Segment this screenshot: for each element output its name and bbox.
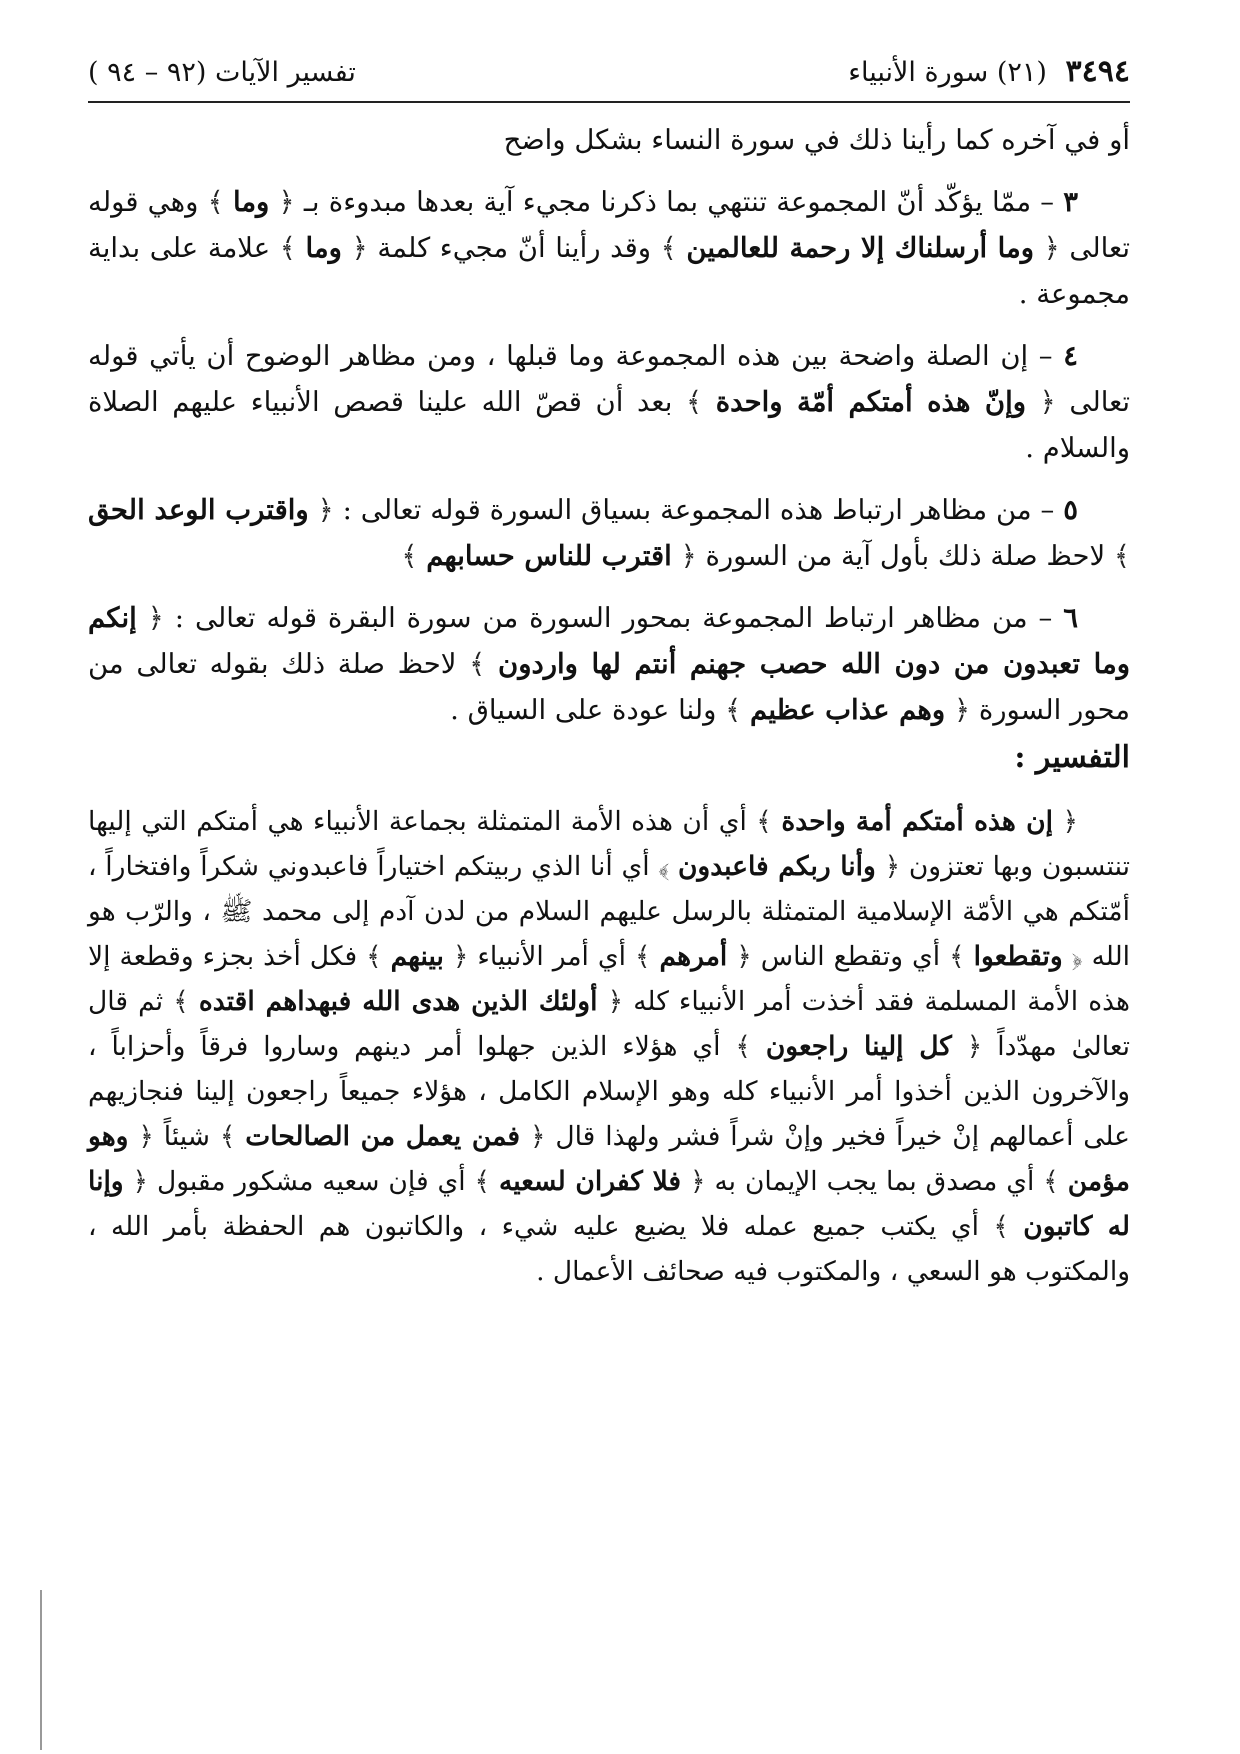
ornate-bracket-open-icon: ﴿ (736, 941, 752, 972)
ornate-bracket-close-icon: ﴾ (366, 941, 382, 972)
ornate-bracket-close-icon: ﴾ (207, 186, 224, 218)
tafsir-heading: التفسير : (1014, 740, 1130, 775)
quran-quote: وهو مؤمن (88, 1121, 1130, 1197)
quran-quote: وإنّ هذه أمتكم أمّة واحدة (715, 386, 1027, 418)
ornate-bracket-close-icon: ﴾ (660, 232, 677, 264)
ornate-bracket-close-icon: ﴾ (756, 806, 772, 837)
section-title: تفسير الآيات (٩٢ – ٩٤ ) (88, 57, 356, 88)
paragraph-6: ٦ – من مظاهر ارتباط المجموعة بمحور السورة من سورة البقرة قوله تعالى : ﴿ إنكم وما تعبدون من دون الله حصب جهنم أنتم لها واردون ﴾ لاحظ صلة ذلك بقوله تعالى من محور السورة ﴿ وهم عذاب عظيم ﴾ ولنا عودة على السياق . (88, 602, 1130, 726)
ornate-bracket-close-icon: ﴾ (401, 540, 418, 572)
quran-quote: وإنا له كاتبون (88, 1166, 1130, 1242)
quran-quote: وهم عذاب عظيم (750, 694, 946, 726)
quran-quote: وما أرسلناك إلا رحمة للعالمين (686, 232, 1034, 264)
paragraph-number: ٣ (1063, 186, 1078, 218)
quran-quote: واقترب الوعد الحق (88, 494, 309, 526)
ornate-bracket-open-icon: ﴿ (529, 1121, 546, 1152)
quran-quote: وما (305, 232, 342, 264)
quran-quote: فلا كفران لسعيه (499, 1166, 682, 1197)
quran-quote: كل إلينا راجعون (765, 1031, 952, 1062)
paragraph-3: ٣ – ممّا يؤكّد أنّ المجموعة تنتهي بما ذكرنا مجيء آية بعدها مبدوءة بـ ﴿ وما ﴾ وهي قوله تعالى ﴿ وما أرسلناك إلا رحمة للعالمين ﴾ وقد رأينا أنّ مجيء كلمة ﴿ وما ﴾ علامة على بداية مجموعة . (88, 186, 1130, 310)
ornate-bracket-open-icon: ﴿ (278, 186, 295, 218)
quran-quote: إن هذه أمتكم أمة واحدة (781, 806, 1053, 837)
ornate-bracket-open-icon: ﴿ (1062, 806, 1078, 837)
paragraph-4: ٤ – إن الصلة واضحة بين هذه المجموعة وما قبلها ، ومن مظاهر الوضوح أن يأتي قوله تعالى ﴿ وإنّ هذه أمتكم أمّة واحدة ﴾ بعد أن قصّ الله علينا قصص الأنبياء عليهم الصلاة والسلام . (88, 340, 1130, 464)
ornate-bracket-open-icon: ﴿ (1039, 386, 1056, 418)
ornate-bracket-close-icon: ﴾ (658, 851, 670, 882)
paragraph-continuation: أو في آخره كما رأينا ذلك في سورة النساء بشكل واضح (503, 124, 1130, 156)
ornate-bracket-close-icon: ﴾ (634, 941, 651, 972)
ornate-bracket-close-icon: ﴾ (725, 694, 742, 726)
ornate-bracket-close-icon: ﴾ (1043, 1166, 1059, 1197)
paragraph-5: ٥ – من مظاهر ارتباط هذه المجموعة بسياق السورة قوله تعالى : ﴿ واقترب الوعد الحق ﴾ لاحظ صلة ذلك بأول آية من السورة ﴿ اقترب للناس حسابهم ﴾ (88, 494, 1130, 572)
ornate-bracket-open-icon: ﴿ (680, 540, 697, 572)
ornate-bracket-open-icon: ﴿ (1043, 232, 1060, 264)
ornate-bracket-open-icon: ﴿ (138, 1121, 154, 1152)
ornate-bracket-close-icon: ﴾ (993, 1211, 1009, 1242)
ornate-bracket-close-icon: ﴾ (219, 1121, 236, 1152)
ornate-bracket-close-icon: ﴾ (469, 648, 486, 680)
ornate-bracket-open-icon: ﴿ (317, 494, 334, 526)
ornate-bracket-open-icon: ﴿ (147, 602, 164, 634)
paragraph-number: ٥ (1063, 494, 1078, 526)
ornate-bracket-open-icon: ﴿ (953, 694, 971, 726)
quran-quote: أمرهم (659, 941, 728, 972)
paragraph-number: ٤ (1063, 340, 1078, 372)
ornate-bracket-close-icon: ﴾ (685, 386, 703, 418)
tafsir-paragraph: ﴿ إن هذه أمتكم أمة واحدة ﴾ أي أن هذه الأمة المتمثلة بجماعة الأنبياء هي أمتكم التي إليها تنتسبون وبها تعتزون ﴿ وأنا ربكم فاعبدون ﴾ أي أنا الذي ربيتكم اختياراً فاعبدوني شكراً وافتخاراً ، أمّتكم هي الأمّة الإسلامية المتمثلة بالرسل عليهم السلام من لدن آدم إلى محمد ﷺ ، والرّب هو الله ﴿ وتقطعوا ﴾ أي وتقطع الناس ﴿ أمرهم ﴾ أي أمر الأنبياء ﴿ بينهم ﴾ فكل أخذ بجزء وقطعة إلا هذه الأمة المسلمة فقد أخذت أمر الأنبياء كله ﴿ أولئك الذين هدى الله فبهداهم اقتده ﴾ ثم قال تعالىٰ مهدّداً ﴿ كل إلينا راجعون ﴾ أي هؤلاء الذين جهلوا أمر دينهم وساروا فرقاً وأحزاباً ، والآخرون الذين أخذوا أمر الأنبياء كله وهو الإسلام الكامل ، هؤلاء جميعاً راجعون إلينا فنجازيهم على أعمالهم إنْ خيراً فخير وإنْ شراً فشر ولهذا قال ﴿ فمن يعمل من الصالحات ﴾ شيئاً ﴿ وهو مؤمن ﴾ أي مصدق بما يجب الإيمان به ﴿ فلا كفران لسعيه ﴾ أي فإن سعيه مشكور مقبول ﴿ وإنا له كاتبون ﴾ أي يكتب جميع عمله فلا يضيع عليه شيء ، والكاتبون هم الحفظة بأمر الله ، والمكتوب هو السعي ، والمكتوب فيه صحائف الأعمال . (88, 806, 1131, 1287)
ornate-bracket-close-icon: ﴾ (279, 232, 296, 264)
quran-quote: بينهم (390, 941, 444, 972)
ornate-bracket-open-icon: ﴿ (690, 1166, 706, 1197)
ornate-bracket-close-icon: ﴾ (735, 1031, 751, 1062)
ornate-bracket-open-icon: ﴿ (452, 941, 469, 972)
page-body (88, 117, 1130, 1294)
ornate-bracket-close-icon: ﴾ (474, 1166, 491, 1197)
quran-quote: أولئك الذين هدى الله فبهداهم اقتده (198, 986, 598, 1017)
ornate-bracket-open-icon: ﴿ (132, 1166, 149, 1197)
header-right (838, 52, 1130, 93)
ornate-bracket-open-icon: ﴿ (884, 851, 901, 882)
ornate-bracket-open-icon: ﴿ (351, 232, 368, 264)
quran-quote: فمن يعمل من الصالحات (245, 1121, 521, 1152)
ornate-bracket-open-icon: ﴿ (966, 1031, 983, 1062)
surah-title: (٢١) سورة الأنبياء (848, 57, 1047, 88)
ornate-bracket-close-icon: ﴾ (1113, 540, 1130, 572)
ornate-bracket-open-icon: ﴿ (1071, 941, 1083, 972)
ornate-bracket-open-icon: ﴿ (607, 986, 624, 1017)
quran-quote: وتقطعوا (973, 941, 1063, 972)
quran-quote: اقترب للناس حسابهم (426, 540, 672, 572)
paragraph-number: ٦ (1063, 602, 1078, 634)
quran-quote: إنكم وما تعبدون من دون الله حصب جهنم أنتم لها واردون (88, 602, 1130, 680)
running-header (88, 52, 1130, 103)
margin-rule (40, 1590, 42, 1750)
page-number: ٣٤٩٤ (1065, 54, 1130, 89)
quran-quote: وما (232, 186, 270, 218)
quran-quote: وأنا ربكم فاعبدون (677, 851, 876, 882)
ornate-bracket-close-icon: ﴾ (949, 941, 965, 972)
ornate-bracket-close-icon: ﴾ (173, 986, 189, 1017)
